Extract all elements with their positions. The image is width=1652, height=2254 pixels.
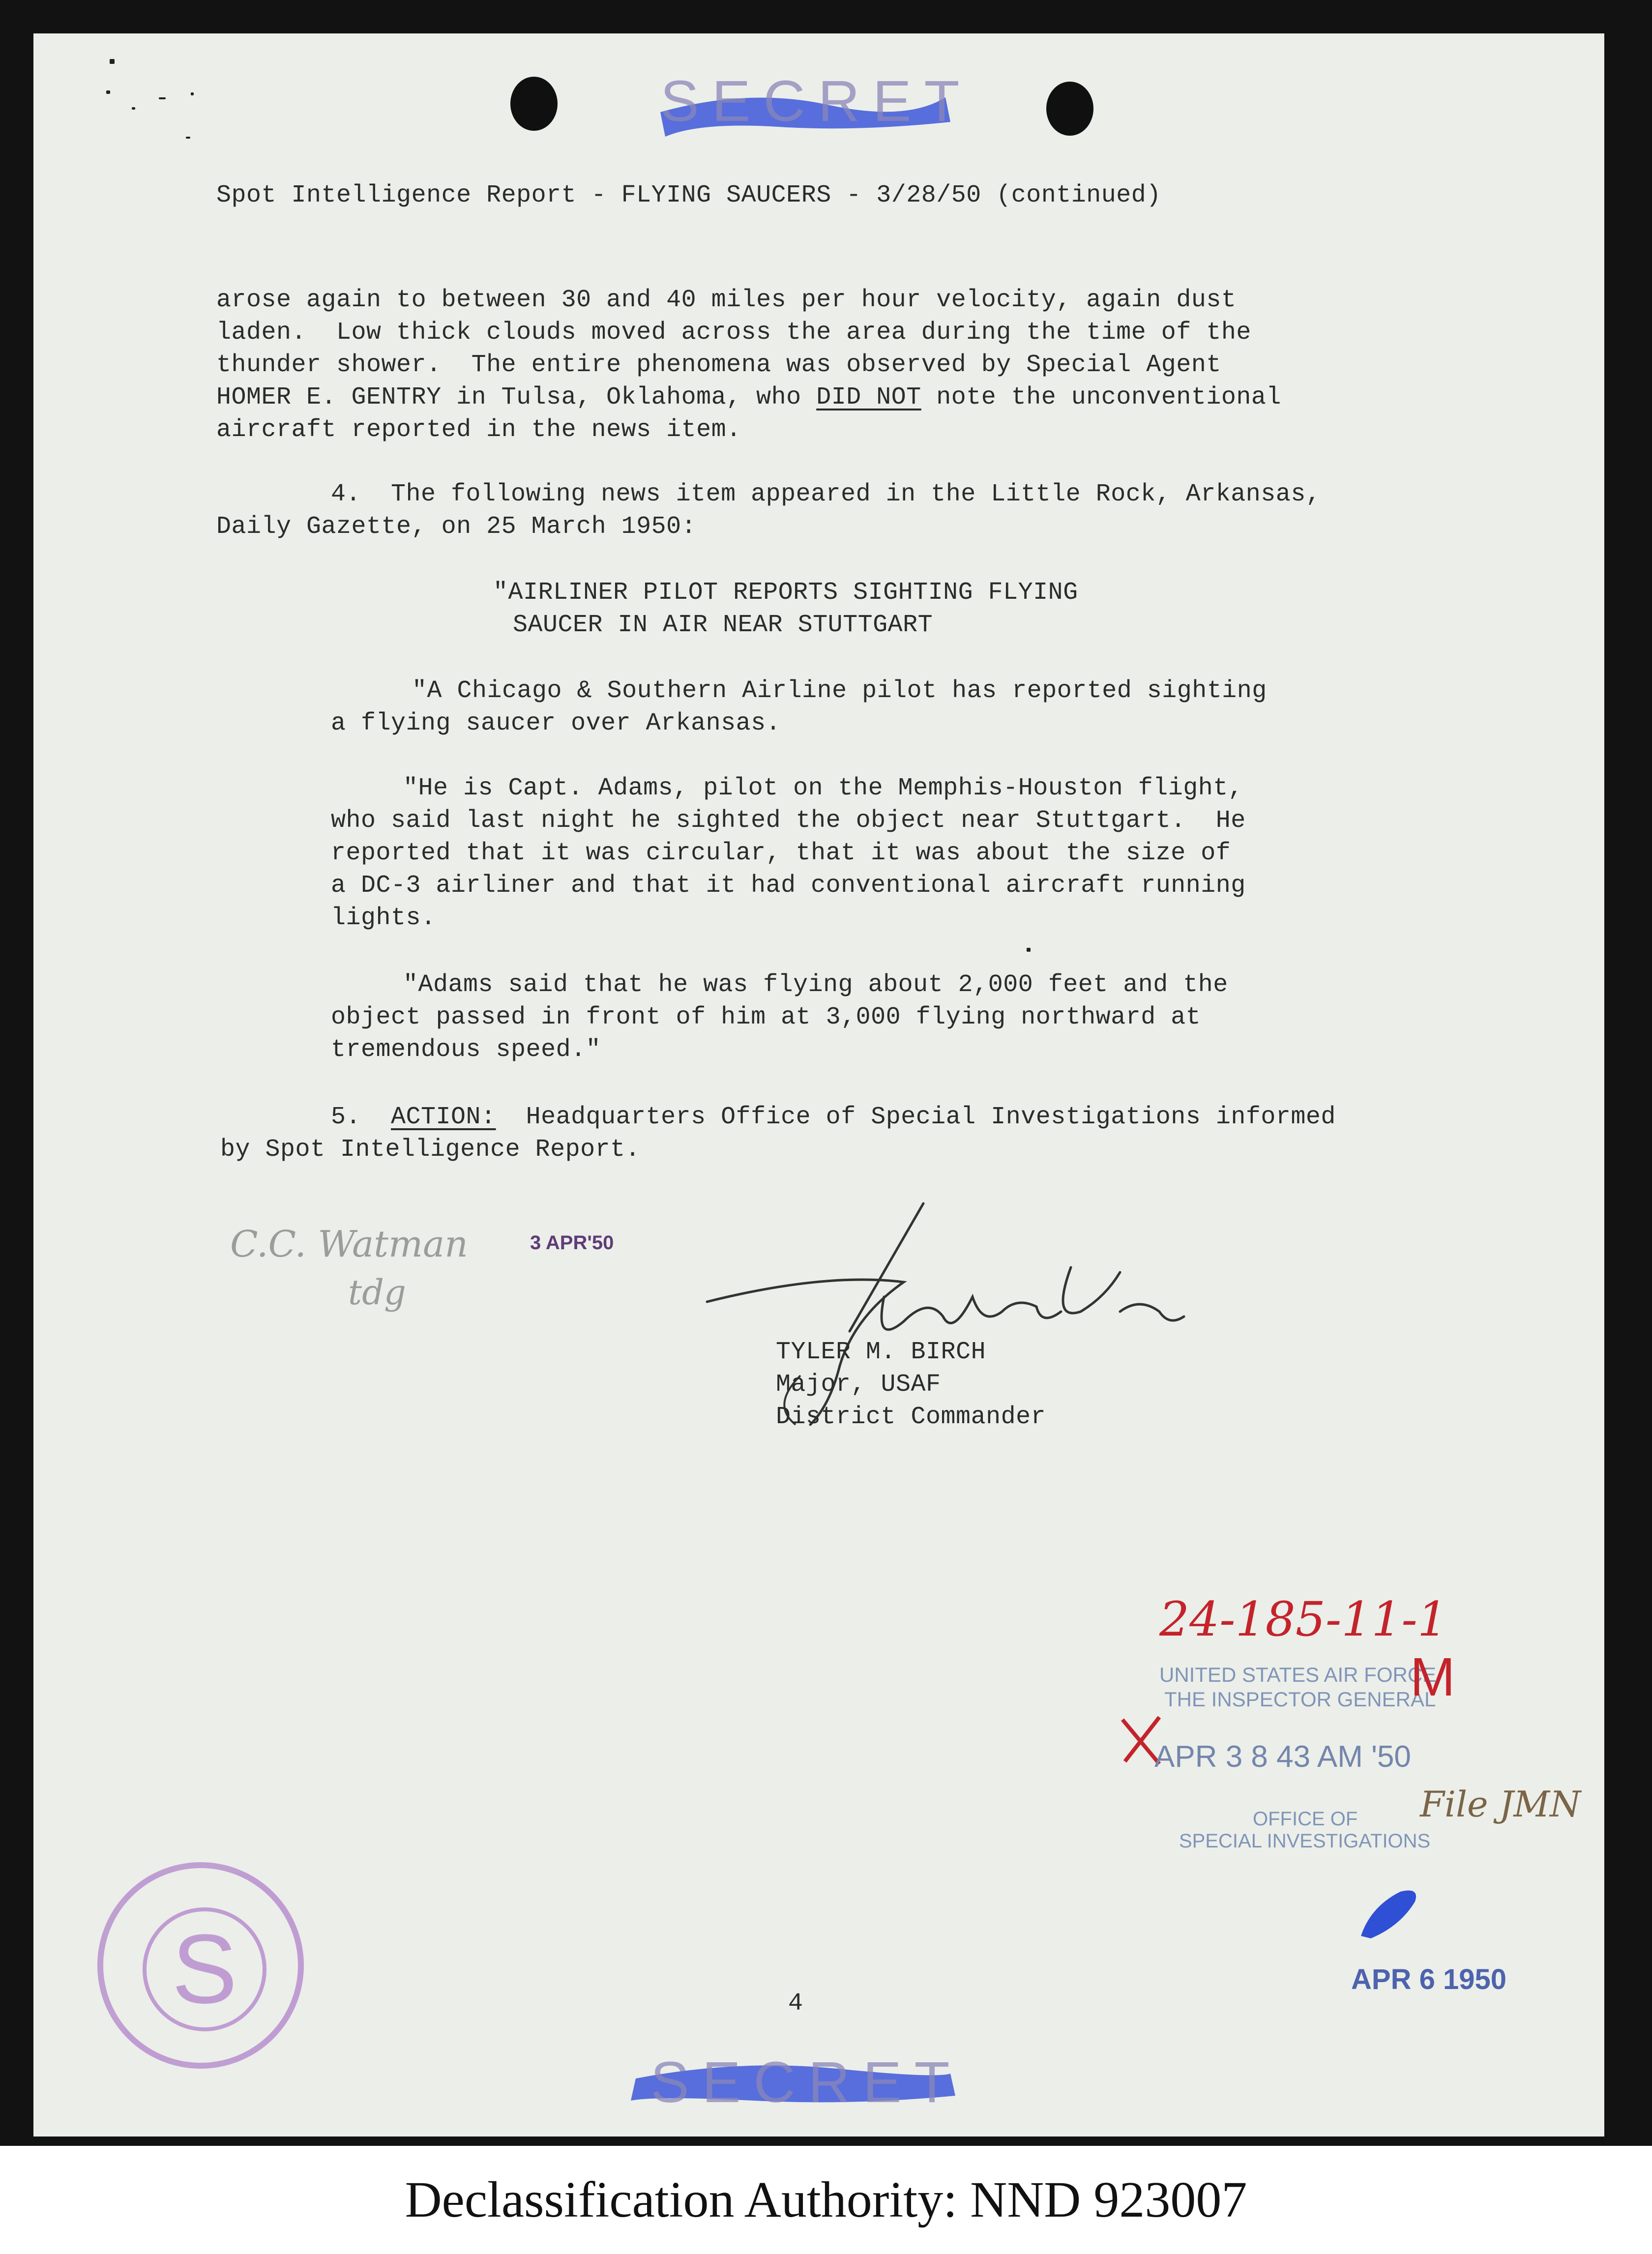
quote3-line-3: tremendous speed." [331,1036,601,1064]
received-stamp-org-1: UNITED STATES AIR FORCE [1159,1663,1437,1686]
quote2-line-3: reported that it was circular, that it was about the size of [331,839,1231,867]
punch-hole-right [1046,82,1093,136]
cc-initials: tdg [348,1272,406,1313]
received-stamp-org-2: THE INSPECTOR GENERAL [1164,1688,1436,1711]
received-stamp-time: APR 3 8 43 AM '50 [1154,1740,1411,1774]
para-cont-line-3: thunder shower. The entire phenomena was observed by Special Agent [216,351,1221,379]
quote2-line-5: lights. [331,904,436,932]
declassification-footer: Declassification Authority: NND 923007 [0,2146,1652,2254]
headline-line-2: SAUCER IN AIR NEAR STUTTGART [513,611,933,639]
para5-line-1 [331,1101,1336,1134]
para-cont-line-1: arose again to between 30 and 40 miles per hour velocity, again dust [216,286,1237,314]
s-classification-stamp [97,1862,304,2069]
para5-line-2: by Spot Intelligence Report. [220,1136,641,1164]
s-stamp-letter: S [143,1907,266,2031]
headline-line-1: "AIRLINER PILOT REPORTS SIGHTING FLYING [493,579,1078,607]
para-cont-line-2: laden. Low thick clouds moved across the area during the time of the [216,319,1251,347]
quote2-line-2: who said last night he sighted the object near Stuttgart. He [331,807,1246,835]
quote3-line-1: "Adams said that he was flying about 2,000 feet and the [403,971,1228,999]
cc-handwritten: C.C. Watman [230,1223,468,1265]
action-label: ACTION: [391,1103,496,1131]
para4-line-2: Daily Gazette, on 25 March 1950: [216,513,697,541]
secret-stamp-bottom [616,2039,963,2123]
cc-date-stamp: 3 APR'50 [530,1232,614,1254]
red-m-mark: M [1410,1647,1455,1707]
para5-number: 5. [331,1103,391,1131]
report-header: Spot Intelligence Report - FLYING SAUCERS - 3/28/50 (continued) [216,181,1161,209]
signer-name: TYLER M. BIRCH [776,1338,986,1366]
blue-ink-blot [1356,1882,1425,1941]
secret-label-bottom: SECRET [650,2050,963,2115]
received-stamp-office-1: OFFICE OF [1253,1808,1358,1830]
para5-rest: Headquarters Office of Special Investigations informed [496,1103,1336,1131]
received-stamp-office-2: SPECIAL INVESTIGATIONS [1179,1830,1431,1852]
page-number: 4 [788,1990,803,2018]
document-page [33,33,1604,2137]
para-cont-line-4-a: HOMER E. GENTRY in Tulsa, Oklahoma, who [216,383,817,411]
received-stamp-date-2: APR 6 1950 [1351,1963,1506,1995]
signer-title: District Commander [776,1403,1046,1431]
file-number-handwritten: 24-185-11-1 [1159,1592,1447,1647]
secret-stamp-top [650,63,973,146]
para4-line-1: 4. The following news item appeared in the Little Rock, Arkansas, [331,480,1321,508]
para-cont-line-4-b: note the unconventional [921,383,1281,411]
quote2-line-1: "He is Capt. Adams, pilot on the Memphis-Houston flight, [403,774,1243,802]
para-cont-line-5: aircraft reported in the news item. [216,416,741,444]
quote2-line-4: a DC-3 airliner and that it had conventional aircraft running [331,872,1246,900]
quote1-line-2: a flying saucer over Arkansas. [331,709,781,737]
para-cont-line-4 [216,381,1281,414]
did-not-emphasis: DID NOT [816,383,921,411]
file-jmn-handwritten: File JMN [1420,1784,1581,1825]
signer-rank: Major, USAF [776,1371,941,1399]
secret-label-top: SECRET [660,69,973,134]
quote1-line-1: "A Chicago & Southern Airline pilot has reported sighting [412,677,1267,705]
punch-hole-left [510,77,558,131]
quote3-line-2: object passed in front of him at 3,000 flying northward at [331,1003,1201,1031]
